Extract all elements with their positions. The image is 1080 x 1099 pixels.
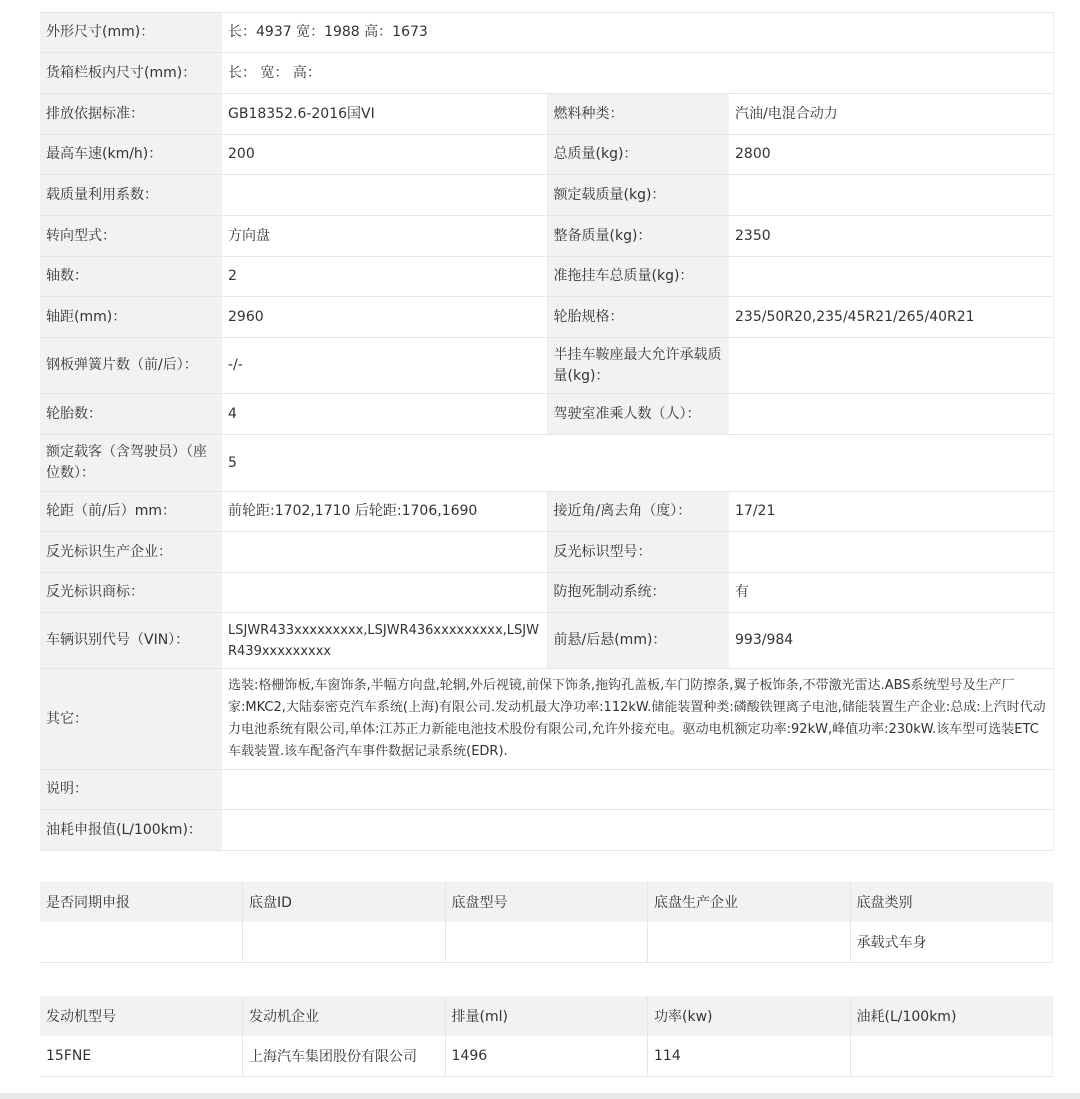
engine-model-value: 15FNE: [40, 1036, 243, 1077]
chassis-type-value: 承载式车身: [850, 922, 1053, 963]
cab-capacity-value: [729, 394, 1053, 435]
overhang-label: 前悬/后悬(mm)：: [547, 613, 729, 669]
chassis-header-model: 底盘型号: [445, 882, 648, 922]
spec-row-tires: [40, 394, 1053, 435]
chassis-maker-value: [648, 922, 851, 963]
table-row: [40, 922, 1053, 963]
max-speed-label: 最高车速(km/h)：: [40, 135, 222, 175]
curb-mass-value: 2350: [729, 216, 1053, 257]
rated-passengers-value: 5: [222, 435, 1053, 492]
tire-count-label: 轮胎数：: [40, 394, 222, 435]
engine-header-model: 发动机型号: [40, 996, 243, 1036]
steering-type-value: 方向盘: [222, 216, 547, 257]
spec-row-steering: [40, 216, 1053, 257]
spec-row-dimensions: [40, 13, 1053, 53]
reflector-model-label: 反光标识型号：: [547, 532, 729, 573]
vin-label: 车辆识别代号（VIN）：: [40, 613, 222, 669]
tire-count-value: 4: [222, 394, 547, 435]
wheelbase-label: 轴距(mm)：: [40, 297, 222, 338]
engine-header-power: 功率(kw): [648, 996, 851, 1036]
wheelbase-value: 2960: [222, 297, 547, 338]
reflector-model-value: [729, 532, 1053, 573]
engine-header-row: [40, 996, 1053, 1036]
vin-value: LSJWR433xxxxxxxxx,LSJWR436xxxxxxxxx,LSJWR439xxxxxxxxx: [222, 613, 547, 669]
leaf-spring-value: -/-: [222, 338, 547, 394]
tire-spec-label: 轮胎规格：: [547, 297, 729, 338]
axle-count-value: 2: [222, 257, 547, 297]
chassis-id-value: [243, 922, 446, 963]
fuel-type-label: 燃料种类：: [547, 94, 729, 135]
bottom-divider: [0, 1093, 1080, 1099]
spec-row-other: [40, 669, 1053, 770]
chassis-header-type: 底盘类别: [850, 882, 1053, 922]
reflector-brand-label: 反光标识商标：: [40, 573, 222, 613]
chassis-concurrent-value: [40, 922, 243, 963]
steering-type-label: 转向型式：: [40, 216, 222, 257]
engine-header-fuel-consumption: 油耗(L/100km): [850, 996, 1053, 1036]
curb-mass-label: 整备质量(kg)：: [547, 216, 729, 257]
trailer-mass-label: 准拖挂车总质量(kg)：: [547, 257, 729, 297]
engine-header-maker: 发动机企业: [243, 996, 446, 1036]
dimensions-value: 长：4937 宽：1988 高：1673: [222, 13, 1053, 53]
emission-standard-value: GB18352.6-2016国VI: [222, 94, 547, 135]
engine-table: [40, 996, 1053, 1077]
other-label: 其它：: [40, 669, 222, 770]
cab-capacity-label: 驾驶室准乘人数（人）：: [547, 394, 729, 435]
note-label: 说明：: [40, 770, 222, 810]
spec-row-cargo: [40, 53, 1053, 94]
spec-row-note: [40, 770, 1053, 810]
track-width-label: 轮距（前/后）mm：: [40, 492, 222, 532]
table-row: [40, 1036, 1053, 1077]
load-utilization-value: [222, 175, 547, 216]
spec-row-reflector-maker: [40, 532, 1053, 573]
approach-angle-label: 接近角/离去角（度）：: [547, 492, 729, 532]
load-utilization-label: 载质量利用系数：: [40, 175, 222, 216]
cargo-box-value: 长： 宽： 高：: [222, 53, 1053, 94]
chassis-header-row: [40, 882, 1053, 922]
reflector-brand-value: [222, 573, 547, 613]
cargo-box-label: 货箱栏板内尺寸(mm)：: [40, 53, 222, 94]
spec-row-vin: [40, 613, 1053, 669]
rated-load-label: 额定载质量(kg)：: [547, 175, 729, 216]
spec-row-speed: [40, 135, 1053, 175]
spec-row-spring: [40, 338, 1053, 394]
chassis-table: [40, 882, 1053, 963]
axle-count-label: 轴数：: [40, 257, 222, 297]
rated-load-value: [729, 175, 1053, 216]
fuel-consumption-value: [222, 810, 1053, 851]
fuel-type-value: 汽油/电混合动力: [729, 94, 1053, 135]
engine-maker-value: 上海汽车集团股份有限公司: [243, 1036, 446, 1077]
abs-value: 有: [729, 573, 1053, 613]
spec-row-axles: [40, 257, 1053, 297]
fuel-consumption-label: 油耗申报值(L/100km)：: [40, 810, 222, 851]
spec-row-fuel-consumption: [40, 810, 1053, 851]
spec-row-track: [40, 492, 1053, 532]
max-speed-value: 200: [222, 135, 547, 175]
approach-angle-value: 17/21: [729, 492, 1053, 532]
abs-label: 防抱死制动系统：: [547, 573, 729, 613]
engine-power-value: 114: [648, 1036, 851, 1077]
other-value: 选装:格栅饰板,车窗饰条,半幅方向盘,轮辋,外后视镜,前保下饰条,拖钩孔盖板,车门防擦条,翼子板饰条,不带激光雷达.ABS系统型号及生产厂家:MKC2,大陆泰密克汽车系统(上海)有限公司.发动机最大净功率:112kW.储能装置种类:磷酸铁锂离子电池,储能装置生产企业:总成:上汽时代动力电池系统有限公司,单体:江苏正力新能电池技术股份有限公司,允许外接充电。驱动电机额定功率:92kW,峰值功率:230kW.该车型可选装ETC车载装置.该车配备汽车事件数据记录系统(EDR).: [222, 669, 1053, 770]
gross-mass-label: 总质量(kg)：: [547, 135, 729, 175]
chassis-header-maker: 底盘生产企业: [648, 882, 851, 922]
emission-standard-label: 排放依据标准：: [40, 94, 222, 135]
spec-row-passengers: [40, 435, 1053, 492]
engine-header-displacement: 排量(ml): [445, 996, 648, 1036]
note-value: [222, 770, 1053, 810]
reflector-maker-label: 反光标识生产企业：: [40, 532, 222, 573]
saddle-load-label: 半挂车鞍座最大允许承载质量(kg)：: [547, 338, 729, 394]
chassis-header-id: 底盘ID: [243, 882, 446, 922]
spec-row-load: [40, 175, 1053, 216]
spec-row-wheelbase: [40, 297, 1053, 338]
engine-fuel-consumption-value: [850, 1036, 1053, 1077]
chassis-header-concurrent: 是否同期申报: [40, 882, 243, 922]
trailer-mass-value: [729, 257, 1053, 297]
vehicle-spec-table: [40, 12, 1054, 851]
saddle-load-value: [729, 338, 1053, 394]
chassis-model-value: [445, 922, 648, 963]
reflector-maker-value: [222, 532, 547, 573]
rated-passengers-label: 额定载客（含驾驶员）（座位数）：: [40, 435, 222, 492]
overhang-value: 993/984: [729, 613, 1053, 669]
spec-row-reflector-brand: [40, 573, 1053, 613]
gross-mass-value: 2800: [729, 135, 1053, 175]
track-width-value: 前轮距:1702,1710 后轮距:1706,1690: [222, 492, 547, 532]
dimensions-label: 外形尺寸(mm)：: [40, 13, 222, 53]
leaf-spring-label: 钢板弹簧片数（前/后）：: [40, 338, 222, 394]
tire-spec-value: 235/50R20,235/45R21/265/40R21: [729, 297, 1053, 338]
engine-displacement-value: 1496: [445, 1036, 648, 1077]
spec-row-emission: [40, 94, 1053, 135]
